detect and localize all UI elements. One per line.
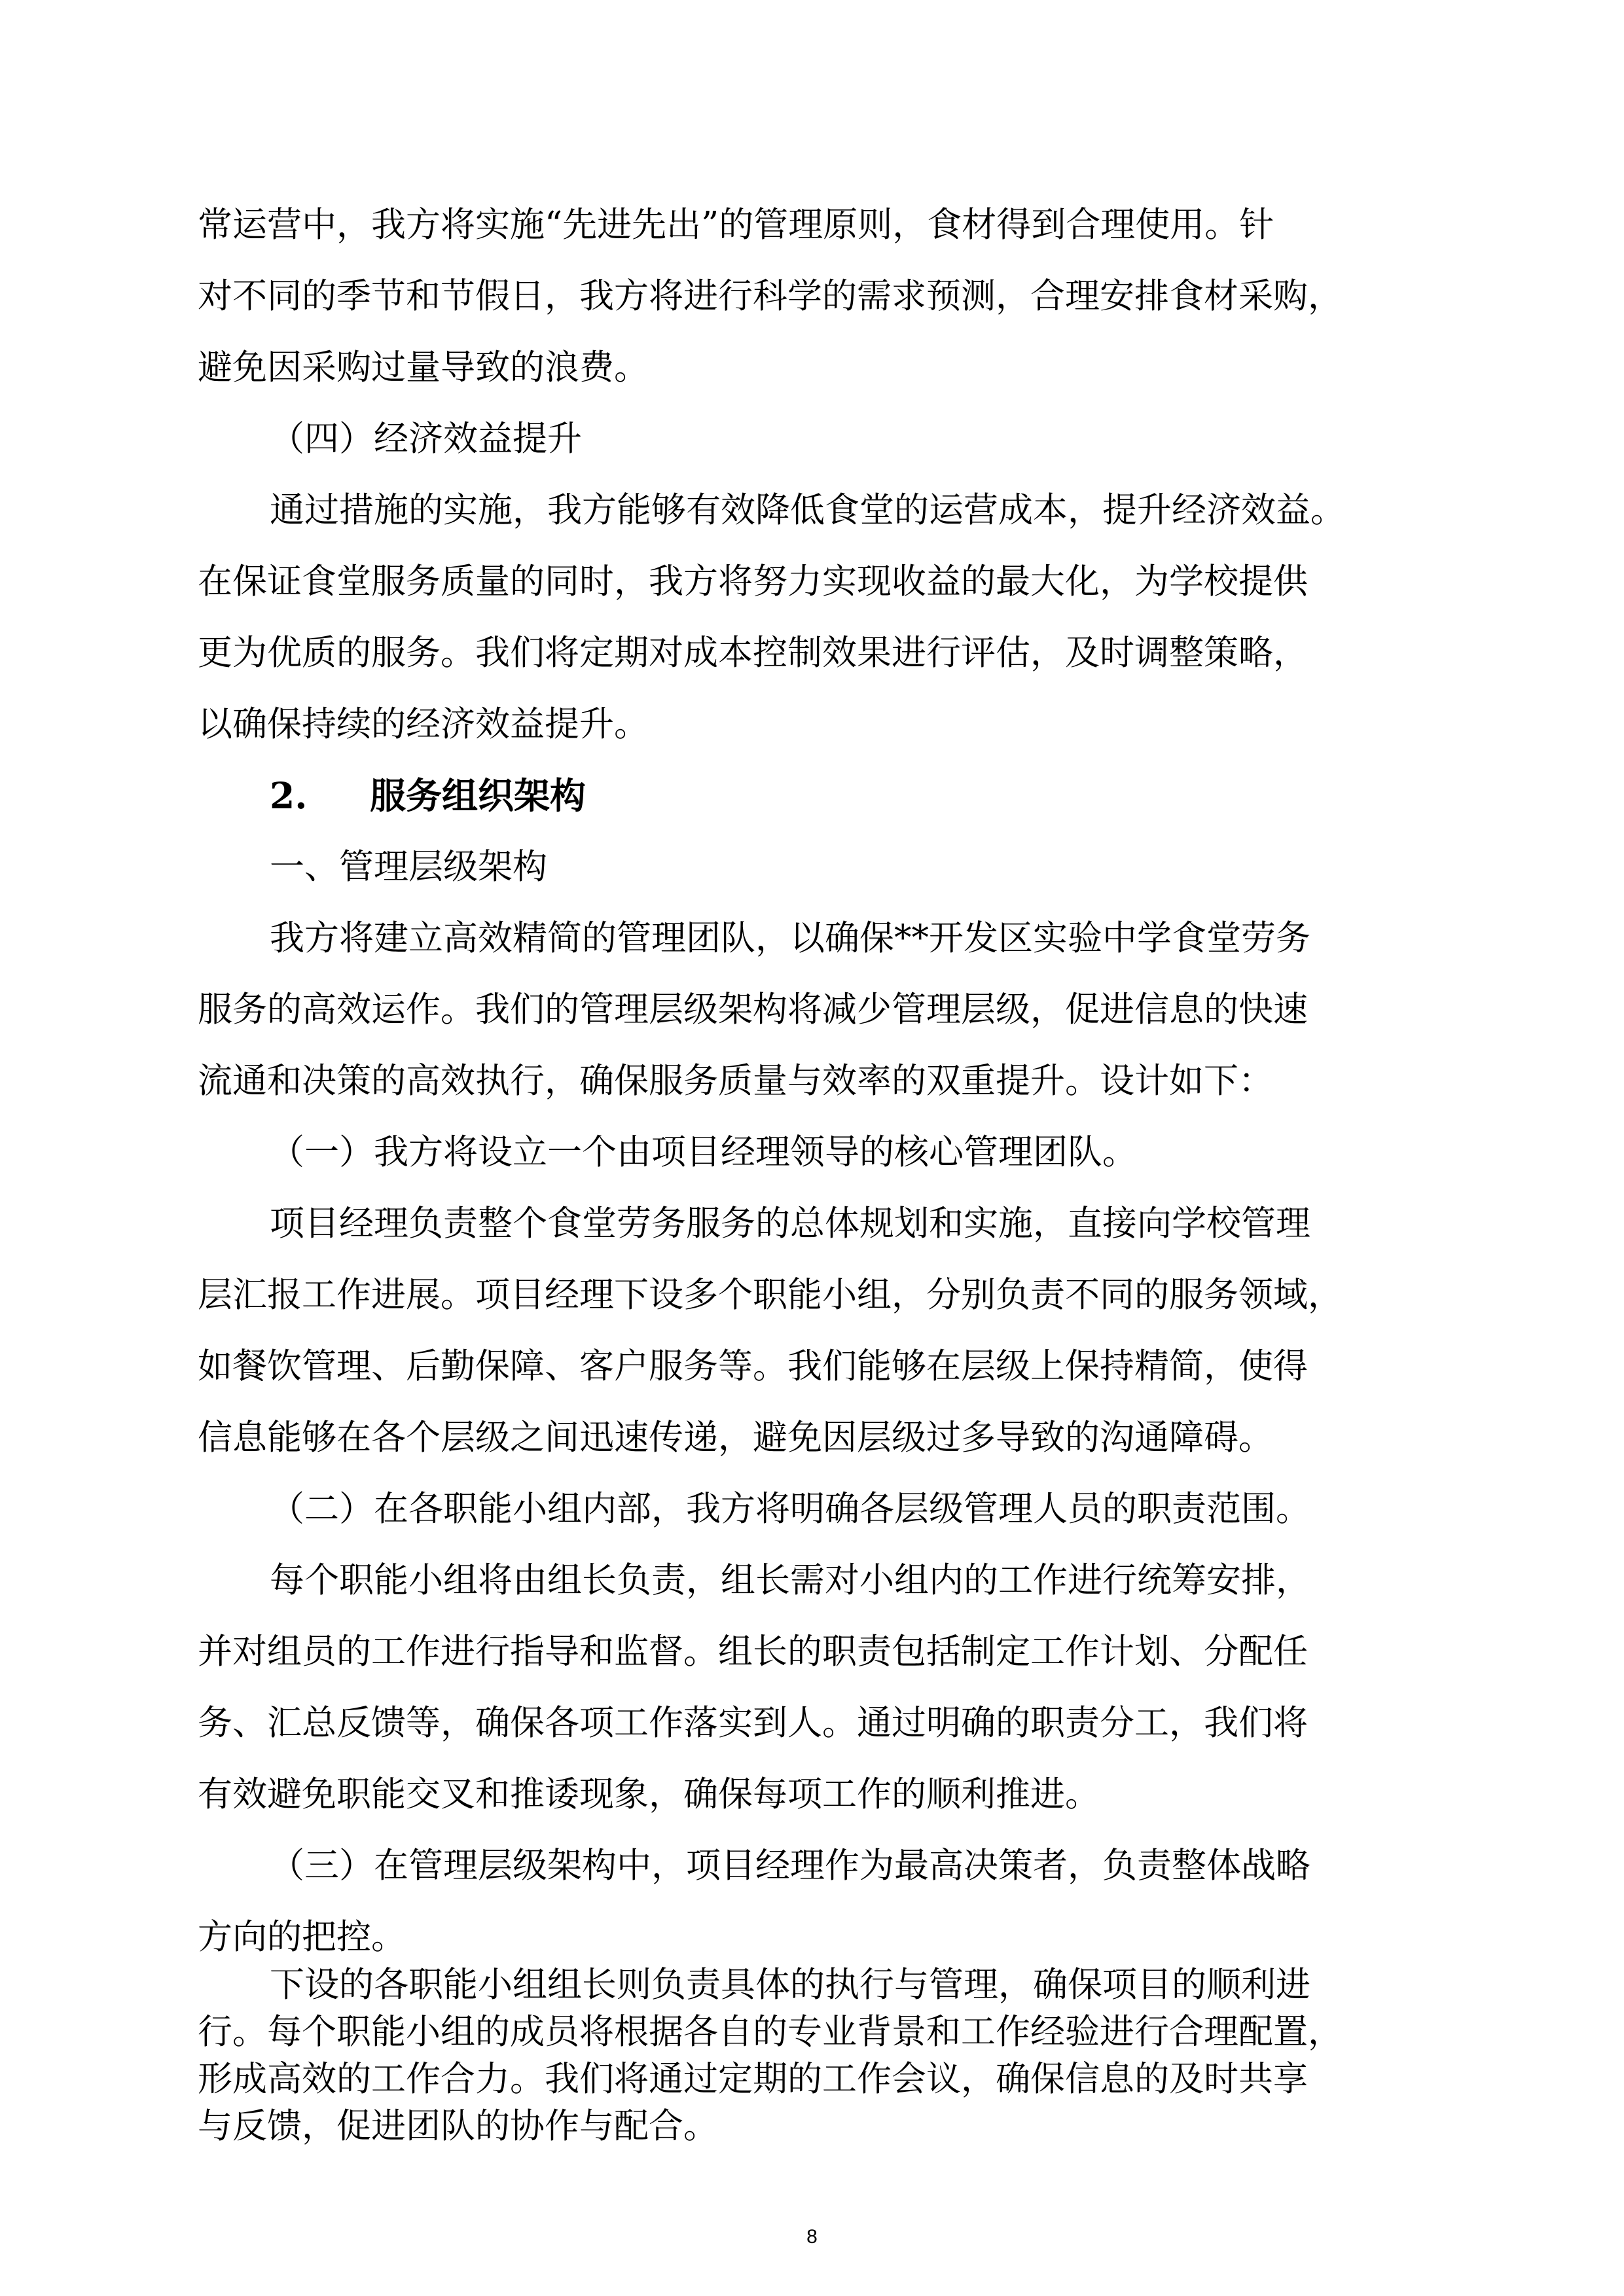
body-text-line: 务、汇总反馈等，确保各项工作落实到人。通过明确的职责分工，我们将 bbox=[198, 1703, 1308, 1743]
item-title: （三）在管理层级架构中，项目经理作为最高决策者，负责整体战略 bbox=[270, 1846, 1310, 1886]
body-text-line: 形成高效的工作合力。我们将通过定期的工作会议，确保信息的及时共享 bbox=[198, 2059, 1308, 2099]
subheading: 一、管理层级架构 bbox=[270, 847, 547, 887]
body-text-line: 每个职能小组将由组长负责，组长需对小组内的工作进行统筹安排， bbox=[270, 1560, 1310, 1600]
body-text-line: 并对组员的工作进行指导和监督。组长的职责包括制定工作计划、分配任 bbox=[198, 1632, 1308, 1672]
chapter-heading-title: 服务组织架构 bbox=[370, 774, 586, 817]
body-text-line: 如餐饮管理、后勤保障、客户服务等。我们能够在层级上保持精简，使得 bbox=[198, 1346, 1308, 1386]
body-text-line: 通过措施的实施，我方能够有效降低食堂的运营成本，提升经济效益。 bbox=[270, 490, 1345, 530]
body-text-line: 行。每个职能小组的成员将根据各自的专业背景和工作经验进行合理配置， bbox=[198, 2012, 1343, 2052]
item-title: （二）在各职能小组内部，我方将明确各层级管理人员的职责范围。 bbox=[270, 1489, 1310, 1529]
item-title: 方向的把控。 bbox=[198, 1917, 406, 1957]
body-text-line: 避免因采购过量导致的浪费。 bbox=[198, 348, 649, 387]
body-text-line: 下设的各职能小组组长则负责具体的执行与管理，确保项目的顺利进 bbox=[270, 1965, 1310, 2005]
body-text-line: 服务的高效运作。我们的管理层级架构将减少管理层级，促进信息的快速 bbox=[198, 990, 1308, 1030]
body-text-line: 流通和决策的高效执行，确保服务质量与效率的双重提升。设计如下： bbox=[198, 1061, 1273, 1101]
body-text-line: 项目经理负责整个食堂劳务服务的总体规划和实施，直接向学校管理 bbox=[270, 1204, 1310, 1244]
body-text-line: 有效避免职能交叉和推诿现象，确保每项工作的顺利推进。 bbox=[198, 1774, 1100, 1814]
body-text-line: 在保证食堂服务质量的同时，我方将努力实现收益的最大化，为学校提供 bbox=[198, 562, 1308, 601]
body-text-line: 与反馈，促进团队的协作与配合。 bbox=[198, 2106, 718, 2146]
chapter-heading-number: 2. bbox=[270, 774, 308, 817]
body-text-line: 以确保持续的经济效益提升。 bbox=[198, 704, 649, 744]
body-text-line: 更为优质的服务。我们将定期对成本控制效果进行评估，及时调整策略， bbox=[198, 633, 1308, 673]
body-text-line: 信息能够在各个层级之间迅速传递，避免因层级过多导致的沟通障碍。 bbox=[198, 1418, 1273, 1458]
body-text-line: 层汇报工作进展。项目经理下设多个职能小组，分别负责不同的服务领域， bbox=[198, 1275, 1343, 1315]
body-text-line: 常运营中，我方将实施“先进先出”的管理原则，食材得到合理使用。针 bbox=[198, 205, 1274, 245]
body-text-line: 对不同的季节和节假日，我方将进行科学的需求预测，合理安排食材采购， bbox=[198, 276, 1343, 316]
item-title: （一）我方将设立一个由项目经理领导的核心管理团队。 bbox=[270, 1132, 1137, 1172]
chapter-heading bbox=[270, 774, 586, 817]
section-title: （四）经济效益提升 bbox=[270, 419, 582, 459]
page-number: 8 bbox=[806, 2226, 818, 2248]
body-text-line: 我方将建立高效精简的管理团队，以确保**开发区实验中学食堂劳务 bbox=[270, 918, 1310, 958]
